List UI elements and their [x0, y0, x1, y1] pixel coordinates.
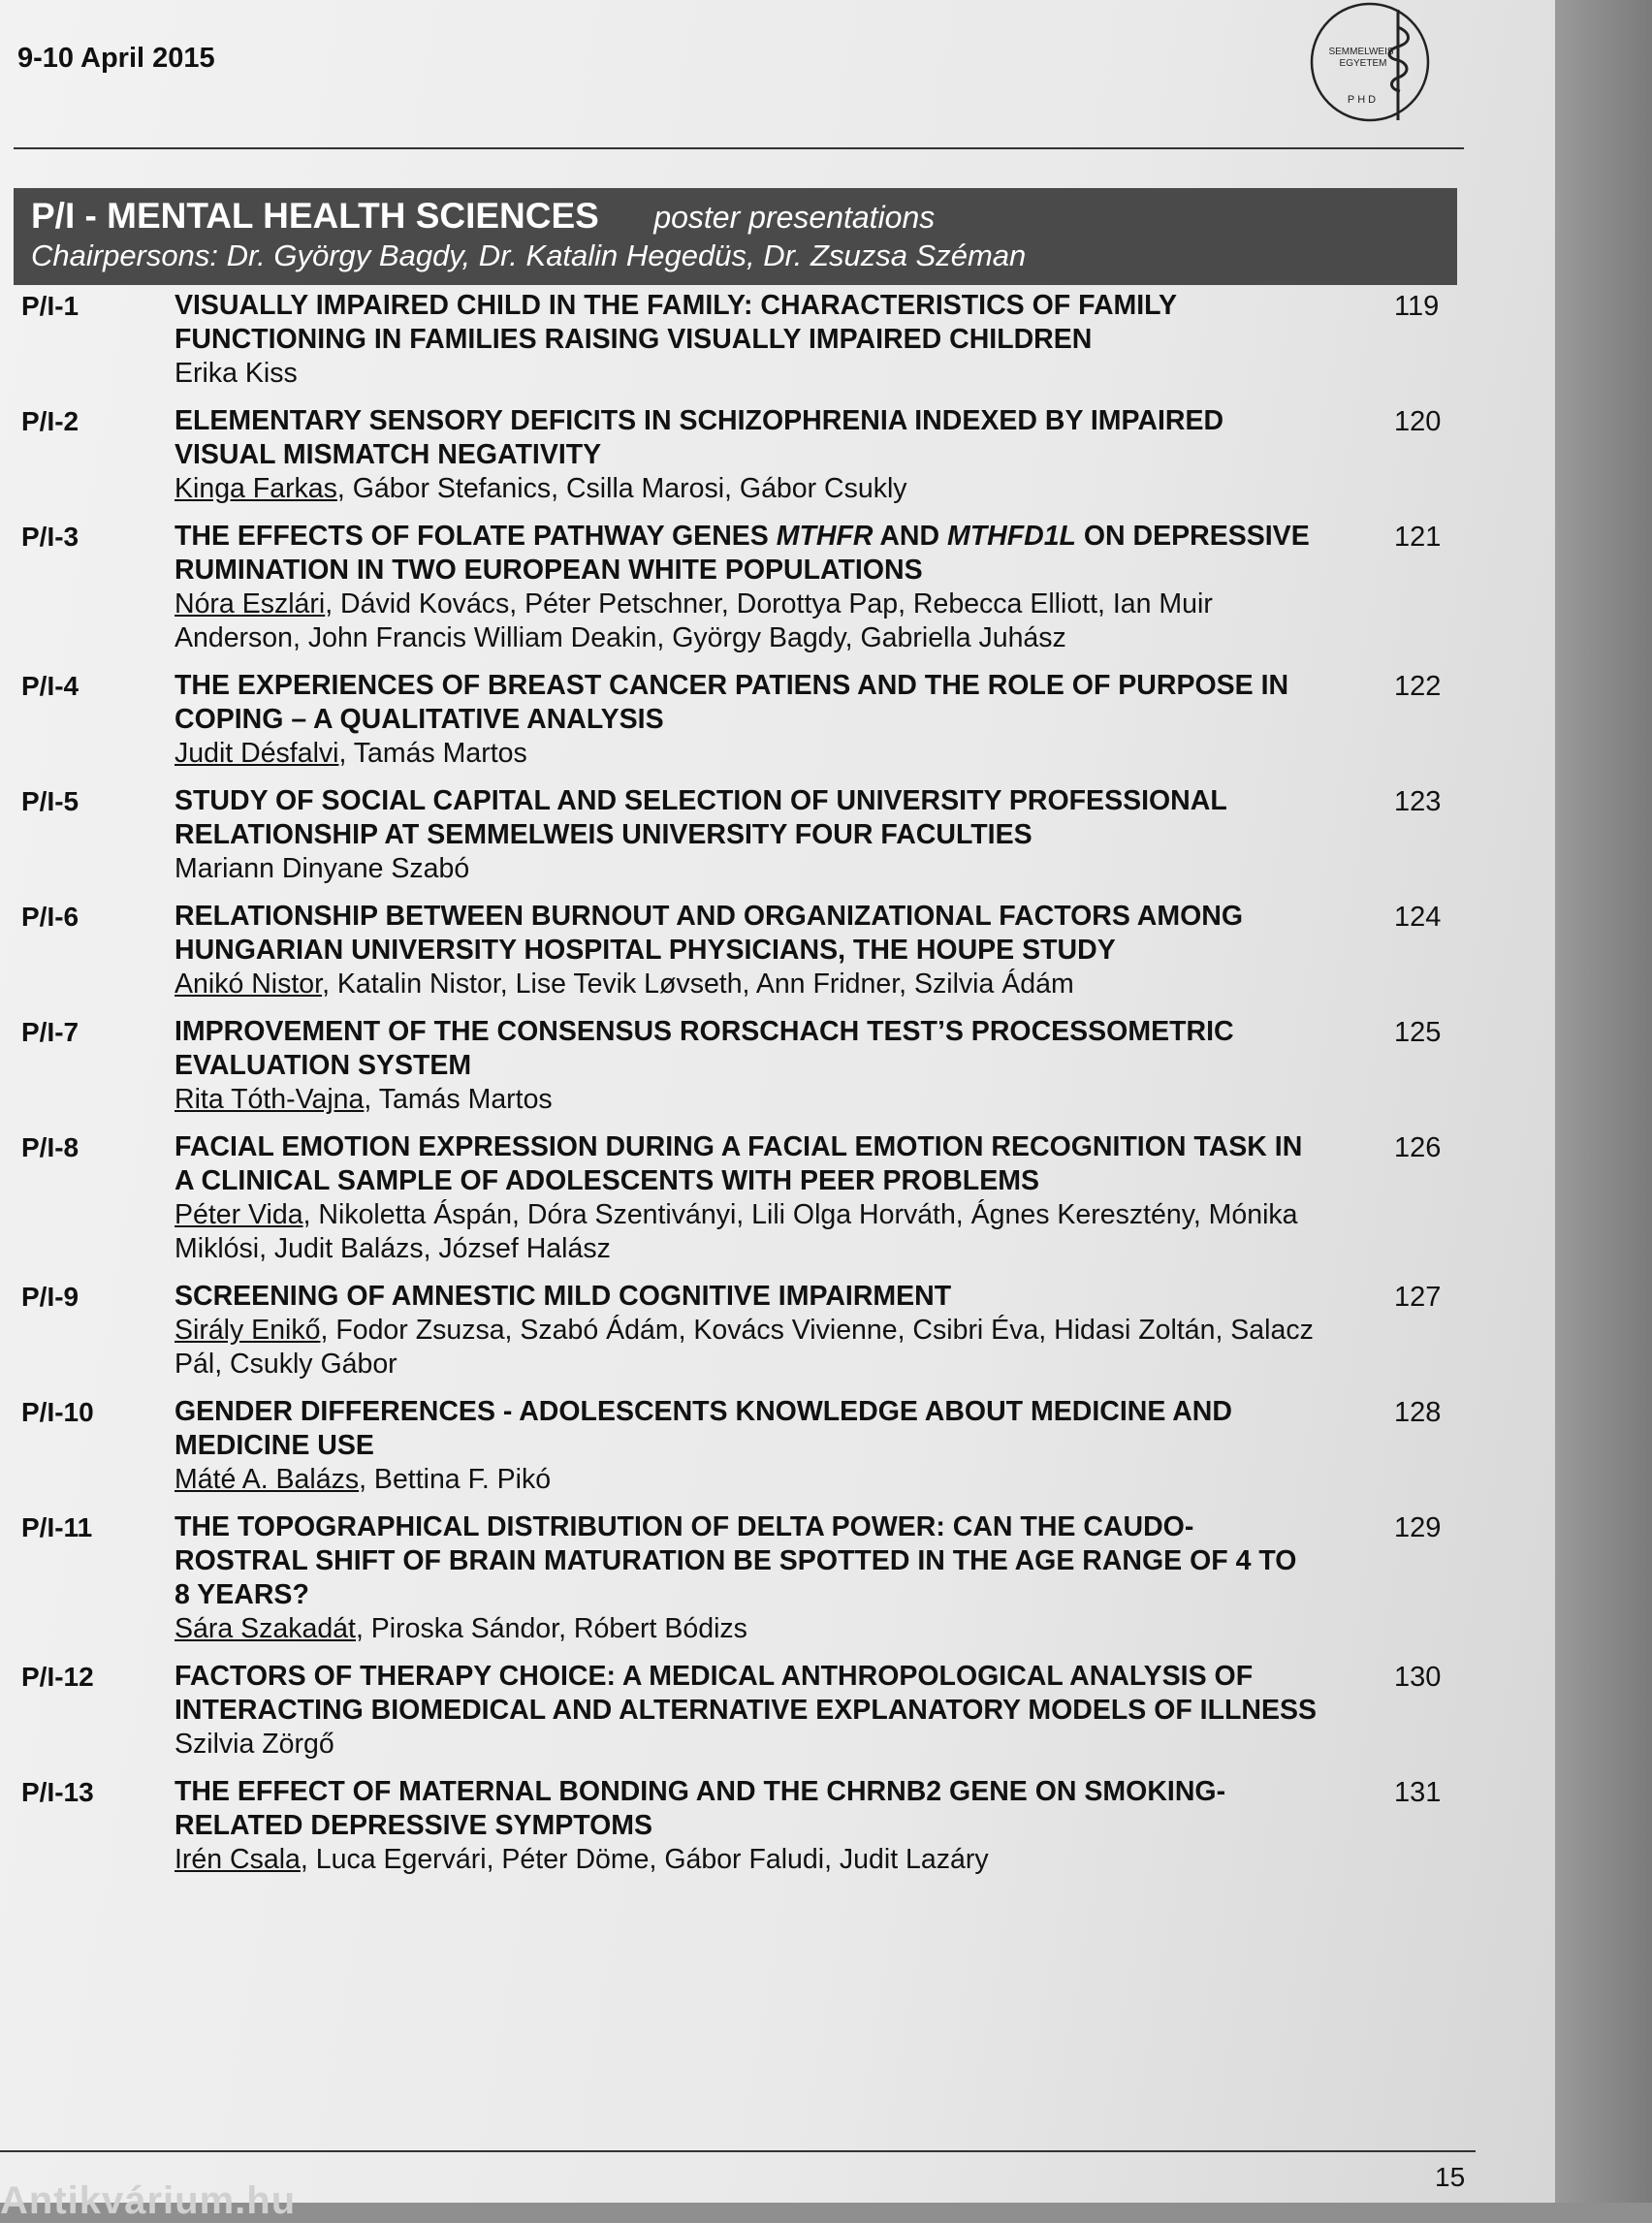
header-rule: [14, 147, 1464, 149]
poster-code: P/I-1: [21, 291, 79, 321]
poster-code: P/I-12: [21, 1662, 94, 1692]
section-header: [14, 188, 1457, 285]
poster-entry: [0, 520, 1464, 655]
poster-page-number: 125: [1394, 1017, 1442, 1048]
presenting-author: Máté A. Balázs: [175, 1464, 360, 1495]
poster-title: GENDER DIFFERENCES - ADOLESCENTS KNOWLEDGE ABOUT MEDICINE AND MEDICINE USE: [175, 1396, 1232, 1461]
presenting-author: Anikó Nistor: [175, 969, 323, 1000]
presenting-author: Sára Szakadát: [175, 1613, 356, 1644]
poster-page-number: 122: [1394, 671, 1442, 702]
gene-name: MTHFR: [776, 521, 874, 552]
poster-entry: [0, 404, 1464, 506]
co-authors: , Tamás Martos: [364, 1084, 553, 1115]
co-authors: , Piroska Sándor, Róbert Bódizs: [355, 1613, 747, 1644]
poster-entry: [0, 1015, 1464, 1117]
presenting-author: Sirály Enikő: [175, 1315, 321, 1346]
poster-entry: [0, 900, 1464, 1001]
poster-authors: [175, 1083, 1318, 1117]
poster-entry: [0, 1775, 1464, 1877]
event-date: 9-10 April 2015: [17, 43, 215, 74]
poster-authors: Szilvia Zörgő: [175, 1729, 334, 1760]
poster-page-number: 120: [1394, 406, 1442, 437]
title-part: ON DEPRESSIVE RUMINATION IN TWO EUROPEAN WHITE POPULATIONS: [175, 521, 1310, 586]
co-authors: , Nikoletta Áspán, Dóra Szentiványi, Lili Olga Horváth, Ágnes Keresztény, Mónika Miklósi, Judit Balázs, József Halász: [175, 1199, 1298, 1264]
poster-authors: [175, 1612, 1318, 1646]
poster-page-number: 121: [1394, 522, 1442, 553]
gene-name: MTHFD1L: [946, 521, 1076, 552]
page-edge-shadow: [1555, 0, 1652, 2203]
logo-text-2: EGYETEM: [1339, 58, 1387, 69]
poster-page-number: 127: [1394, 1282, 1442, 1313]
poster-title: SCREENING OF AMNESTIC MILD COGNITIVE IMPAIRMENT: [175, 1281, 952, 1312]
poster-authors: [175, 588, 1318, 655]
poster-entry: [0, 669, 1464, 771]
poster-code: P/I-10: [21, 1397, 94, 1427]
poster-title: STUDY OF SOCIAL CAPITAL AND SELECTION OF UNIVERSITY PROFESSIONAL RELATIONSHIP AT SEMMELWEIS UNIVERSITY FOUR FACULTIES: [175, 785, 1227, 850]
poster-title: THE TOPOGRAPHICAL DISTRIBUTION OF DELTA POWER: CAN THE CAUDO-ROSTRAL SHIFT OF BRAIN MATURATION BE SPOTTED IN THE AGE RANGE OF 4 TO 8 YEARS?: [175, 1511, 1297, 1610]
poster-code: P/I-3: [21, 522, 79, 552]
poster-authors: [175, 737, 1318, 771]
poster-page-number: 126: [1394, 1132, 1442, 1163]
poster-page-number: 124: [1394, 902, 1442, 933]
section-chairpersons: Chairpersons: Dr. György Bagdy, Dr. Katalin Hegedüs, Dr. Zsuzsa Széman: [31, 238, 1027, 272]
section-title: P/I - MENTAL HEALTH SCIENCES: [31, 196, 599, 236]
presenting-author: Irén Csala: [175, 1844, 301, 1875]
poster-page-number: 129: [1394, 1512, 1442, 1543]
watermark: Antikvárium.hu: [0, 2179, 297, 2222]
poster-page-number: 130: [1394, 1662, 1442, 1693]
poster-authors: [175, 1463, 1318, 1497]
poster-list: [0, 289, 1464, 1890]
title-part: THE EFFECTS OF FOLATE PATHWAY GENES: [175, 521, 777, 552]
logo-text-3: PHD: [1347, 94, 1380, 106]
co-authors: , Bettina F. Pikó: [359, 1464, 552, 1495]
logo-text-1: SEMMELWEIS: [1328, 47, 1394, 57]
poster-title: ELEMENTARY SENSORY DEFICITS IN SCHIZOPHRENIA INDEXED BY IMPAIRED VISUAL MISMATCH NEGATIVITY: [175, 405, 1224, 470]
poster-title: THE EFFECT OF MATERNAL BONDING AND THE CHRNB2 GENE ON SMOKING-RELATED DEPRESSIVE SYMPTOMS: [175, 1776, 1226, 1841]
poster-title: VISUALLY IMPAIRED CHILD IN THE FAMILY: CHARACTERISTICS OF FAMILY FUNCTIONING IN FAMILIES RAISING VISUALLY IMPAIRED CHILDREN: [175, 290, 1177, 355]
co-authors: , Dávid Kovács, Péter Petschner, Dorottya Pap, Rebecca Elliott, Ian Muir Anderson, John Francis William Deakin, György Bagdy, Gabriella Juhász: [175, 588, 1213, 653]
poster-authors: Erika Kiss: [175, 358, 298, 389]
semmelweis-logo: [1305, 0, 1439, 124]
poster-code: P/I-4: [21, 671, 79, 701]
poster-entry: [0, 1510, 1464, 1646]
presenting-author: Rita Tóth-Vajna: [175, 1084, 365, 1115]
co-authors: , Katalin Nistor, Lise Tevik Løvseth, Ann Fridner, Szilvia Ádám: [322, 969, 1074, 1000]
presenting-author: Péter Vida: [175, 1199, 303, 1230]
title-part: AND: [873, 521, 947, 552]
poster-authors: [175, 968, 1318, 1001]
poster-authors: Mariann Dinyane Szabó: [175, 853, 470, 884]
poster-code: P/I-6: [21, 902, 79, 932]
poster-entry: [0, 1280, 1464, 1381]
co-authors: , Gábor Stefanics, Csilla Marosi, Gábor Csukly: [336, 473, 907, 504]
poster-entry: [0, 784, 1464, 886]
presenting-author: Judit Désfalvi: [175, 738, 339, 769]
poster-code: P/I-13: [21, 1777, 94, 1807]
presenting-author: Kinga Farkas: [175, 473, 337, 504]
poster-code: P/I-9: [21, 1282, 79, 1312]
poster-entry: [0, 1130, 1464, 1266]
poster-title: RELATIONSHIP BETWEEN BURNOUT AND ORGANIZATIONAL FACTORS AMONG HUNGARIAN UNIVERSITY HOSPITAL PHYSICIANS, THE HOUPE STUDY: [175, 901, 1243, 966]
poster-page-number: 119: [1394, 291, 1440, 322]
poster-authors: [175, 1198, 1318, 1266]
poster-authors: [175, 472, 1318, 506]
poster-page-number: 131: [1394, 1777, 1442, 1808]
co-authors: , Luca Egervári, Péter Döme, Gábor Faludi, Judit Lazáry: [300, 1844, 989, 1875]
poster-code: P/I-11: [21, 1512, 93, 1542]
poster-page-number: 128: [1394, 1397, 1442, 1428]
co-authors: , Fodor Zsuzsa, Szabó Ádám, Kovács Vivienne, Csibri Éva, Hidasi Zoltán, Salacz Pál, Csukly Gábor: [175, 1315, 1314, 1380]
poster-page-number: 123: [1394, 786, 1442, 817]
section-subtitle: poster presentations: [653, 200, 936, 235]
co-authors: , Tamás Martos: [338, 738, 527, 769]
footer-rule: [0, 2150, 1476, 2152]
poster-entry: [0, 1660, 1464, 1762]
poster-title: THE EXPERIENCES OF BREAST CANCER PATIENS AND THE ROLE OF PURPOSE IN COPING – A QUALITATIVE ANALYSIS: [175, 670, 1289, 735]
poster-entry: [0, 289, 1464, 391]
page-number: 15: [1435, 2162, 1466, 2192]
presenting-author: Nóra Eszlári: [175, 588, 326, 619]
poster-title: IMPROVEMENT OF THE CONSENSUS RORSCHACH TEST’S PROCESSOMETRIC EVALUATION SYSTEM: [175, 1016, 1234, 1081]
poster-title: [175, 520, 1318, 588]
poster-code: P/I-2: [21, 406, 79, 436]
poster-code: P/I-5: [21, 786, 79, 816]
poster-code: P/I-7: [21, 1017, 79, 1047]
poster-title: FACIAL EMOTION EXPRESSION DURING A FACIAL EMOTION RECOGNITION TASK IN A CLINICAL SAMPLE OF ADOLESCENTS WITH PEER PROBLEMS: [175, 1131, 1303, 1196]
poster-title: FACTORS OF THERAPY CHOICE: A MEDICAL ANTHROPOLOGICAL ANALYSIS OF INTERACTING BIOMEDICAL AND ALTERNATIVE EXPLANATORY MODELS OF ILLNESS: [175, 1661, 1318, 1726]
poster-entry: [0, 1395, 1464, 1497]
poster-authors: [175, 1314, 1318, 1381]
poster-code: P/I-8: [21, 1132, 79, 1162]
poster-authors: [175, 1843, 1318, 1877]
